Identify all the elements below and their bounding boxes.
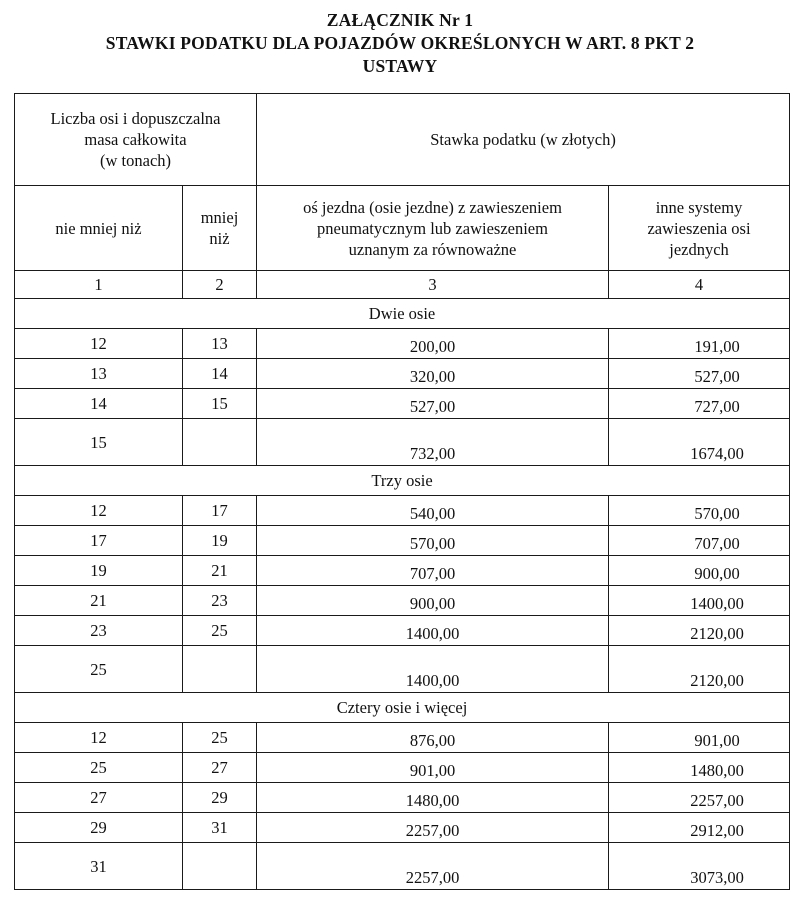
cell-rate-other: 527,00 [609,359,790,389]
cell-min-mass: 23 [15,616,183,646]
cell-max-mass: 21 [183,556,257,586]
section-title-row [15,693,790,723]
cell-min-mass: 25 [15,753,183,783]
cell-rate-other: 1480,00 [609,753,790,783]
header-col-pneumatic [257,186,609,271]
header-col-max-line2: niż [209,229,230,248]
cell-max-mass: 14 [183,359,257,389]
tax-rates-table [14,93,790,890]
header-col-other-line1: inne systemy [655,197,743,217]
document-header [0,0,800,78]
cell-min-mass: 29 [15,813,183,843]
cell-min-mass: 19 [15,556,183,586]
header-row-columns [15,186,790,271]
header-col-pneumatic-line1: oś jezdna (osie jezdne) z zawieszeniem [303,197,562,217]
section-title-row [15,299,790,329]
annex-title: ZAŁĄCZNIK Nr 1 [326,10,474,30]
cell-rate-pneumatic: 1400,00 [257,616,609,646]
cell-rate-pneumatic: 1480,00 [257,783,609,813]
header-axles-mass [15,94,257,186]
header-col-other [609,186,790,271]
cell-rate-pneumatic: 200,00 [257,329,609,359]
cell-min-mass: 31 [15,843,183,890]
cell-max-mass: 19 [183,526,257,556]
cell-max-mass [183,646,257,693]
table-row [15,359,790,389]
cell-rate-pneumatic: 1400,00 [257,646,609,693]
cell-rate-other: 3073,00 [609,843,790,890]
cell-max-mass: 27 [183,753,257,783]
cell-rate-pneumatic: 900,00 [257,586,609,616]
cell-rate-pneumatic: 570,00 [257,526,609,556]
cell-rate-pneumatic: 876,00 [257,723,609,753]
cell-rate-other: 2912,00 [609,813,790,843]
header-col-max-line1: mniej [200,208,239,227]
cell-rate-other: 901,00 [609,723,790,753]
cell-max-mass: 29 [183,783,257,813]
cell-min-mass: 12 [15,329,183,359]
cell-rate-other: 2257,00 [609,783,790,813]
cell-min-mass: 25 [15,646,183,693]
cell-min-mass: 21 [15,586,183,616]
cell-rate-pneumatic: 901,00 [257,753,609,783]
cell-rate-other: 570,00 [609,496,790,526]
header-axles-mass-line3: (w tonach) [100,151,172,170]
section-title-row [15,466,790,496]
cell-rate-other: 2120,00 [609,646,790,693]
cell-rate-other: 191,00 [609,329,790,359]
column-number: 3 [257,271,609,299]
cell-rate-pneumatic: 732,00 [257,419,609,466]
header-col-min: nie mniej niż [15,186,183,271]
cell-max-mass [183,843,257,890]
section-title: Cztery osie i więcej [15,693,790,723]
table-row [15,556,790,586]
table-row [15,419,790,466]
cell-max-mass [183,419,257,466]
table-row [15,329,790,359]
cell-min-mass: 15 [15,419,183,466]
cell-min-mass: 14 [15,389,183,419]
cell-min-mass: 17 [15,526,183,556]
cell-rate-pneumatic: 540,00 [257,496,609,526]
column-number-row [15,271,790,299]
header-row-groups [15,94,790,186]
rates-title-cont: USTAWY [362,56,438,76]
table-row [15,616,790,646]
cell-max-mass: 25 [183,723,257,753]
cell-min-mass: 13 [15,359,183,389]
cell-rate-other: 1674,00 [609,419,790,466]
cell-rate-other: 900,00 [609,556,790,586]
cell-rate-other: 727,00 [609,389,790,419]
header-col-other-line2: zawieszenia osi [647,218,751,238]
cell-max-mass: 25 [183,616,257,646]
table-row [15,496,790,526]
header-axles-mass-line2: masa całkowita [84,130,187,149]
header-col-pneumatic-line3: uznanym za równoważne [348,239,517,259]
column-number: 2 [183,271,257,299]
section-title: Dwie osie [15,299,790,329]
cell-rate-pneumatic: 2257,00 [257,813,609,843]
table-row [15,843,790,890]
cell-rate-other: 2120,00 [609,616,790,646]
cell-max-mass: 17 [183,496,257,526]
header-tax-rate: Stawka podatku (w złotych) [257,94,790,186]
cell-rate-pneumatic: 2257,00 [257,843,609,890]
table-row [15,526,790,556]
cell-rate-pneumatic: 320,00 [257,359,609,389]
cell-rate-other: 1400,00 [609,586,790,616]
table-row [15,753,790,783]
table-row [15,646,790,693]
cell-min-mass: 27 [15,783,183,813]
cell-rate-pneumatic: 707,00 [257,556,609,586]
table-row [15,723,790,753]
column-number: 1 [15,271,183,299]
cell-min-mass: 12 [15,496,183,526]
table-row [15,813,790,843]
section-title: Trzy osie [15,466,790,496]
cell-max-mass: 13 [183,329,257,359]
cell-max-mass: 23 [183,586,257,616]
table-row [15,389,790,419]
header-col-pneumatic-line2: pneumatycznym lub zawieszeniem [317,218,548,238]
column-number: 4 [609,271,790,299]
cell-rate-pneumatic: 527,00 [257,389,609,419]
header-col-max [183,186,257,271]
cell-max-mass: 15 [183,389,257,419]
cell-max-mass: 31 [183,813,257,843]
header-col-other-line3: jezdnych [669,239,729,259]
cell-min-mass: 12 [15,723,183,753]
cell-rate-other: 707,00 [609,526,790,556]
table-row [15,783,790,813]
header-axles-mass-line1: Liczba osi i dopuszczalna [50,109,221,128]
table-row [15,586,790,616]
rates-title: STAWKI PODATKU DLA POJAZDÓW OKREŚLONYCH W ART. 8 PKT 2 [105,33,695,53]
